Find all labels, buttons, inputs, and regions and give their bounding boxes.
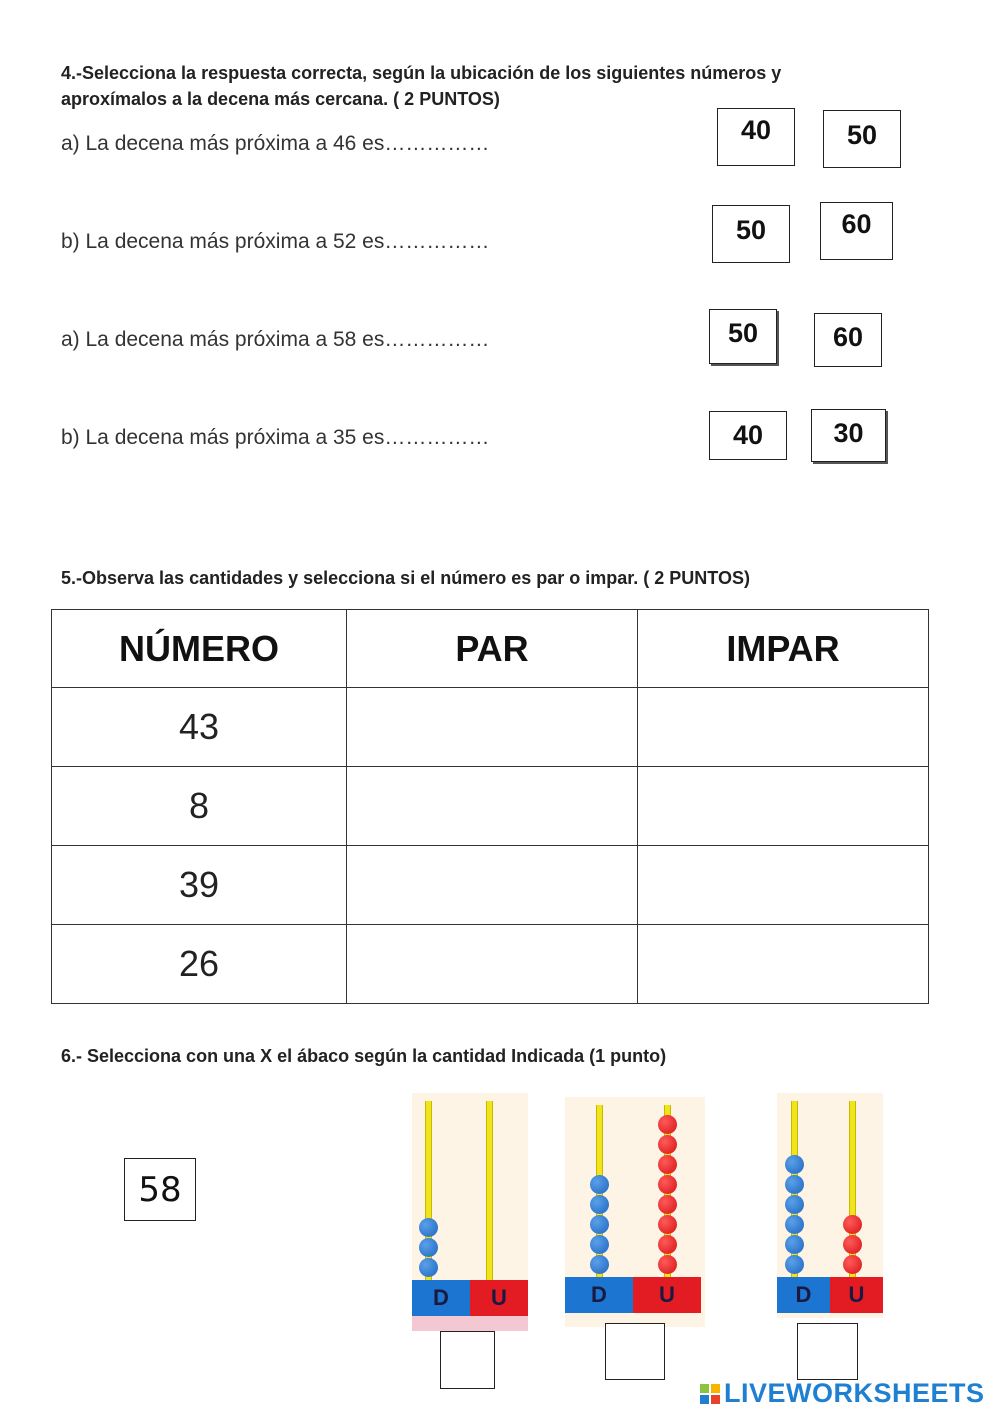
tens-bead: [590, 1215, 609, 1234]
units-bead: [843, 1235, 862, 1254]
q5-heading: 5.-Observa las cantidades y selecciona si el número es par o impar. ( 2 PUNTOS): [61, 568, 750, 588]
tens-bead: [785, 1155, 804, 1174]
units-bead: [658, 1135, 677, 1154]
abacus-1: [412, 1093, 528, 1331]
impar-cell[interactable]: [638, 925, 929, 1004]
units-label: U: [830, 1277, 883, 1313]
q4-item-1-option-2[interactable]: 50: [823, 110, 901, 168]
abacus-base: [777, 1277, 883, 1313]
q6-heading: 6.- Selecciona con una X el ábaco según la cantidad Indicada (1 punto): [61, 1046, 667, 1066]
row-number: 39: [52, 846, 347, 925]
units-bead: [658, 1175, 677, 1194]
q4-heading-line1: 4.-Selecciona la respuesta correcta, según la ubicación de los siguientes números y: [61, 63, 782, 83]
tens-bead: [590, 1255, 609, 1274]
row-number: 26: [52, 925, 347, 1004]
tens-bead: [785, 1175, 804, 1194]
units-bead: [843, 1255, 862, 1274]
logo-mark-icon: [700, 1384, 720, 1404]
units-bead: [843, 1215, 862, 1234]
table-row: [52, 688, 929, 767]
q4-heading-line2: aproxímalos a la decena más cercana. ( 2 PUNTOS): [61, 89, 500, 109]
col-header-impar: IMPAR: [638, 610, 929, 688]
impar-cell[interactable]: [638, 767, 929, 846]
abacus-2-checkbox[interactable]: [605, 1323, 665, 1380]
impar-cell[interactable]: [638, 688, 929, 767]
abacus-base: [412, 1280, 528, 1316]
par-impar-table: [51, 609, 929, 1004]
abacus-1-checkbox[interactable]: [440, 1331, 495, 1389]
impar-cell[interactable]: [638, 846, 929, 925]
units-bead: [658, 1115, 677, 1134]
tens-label: D: [412, 1280, 470, 1316]
abacus-3: [777, 1093, 883, 1318]
par-cell[interactable]: [347, 925, 638, 1004]
col-header-par: PAR: [347, 610, 638, 688]
tens-bead: [785, 1235, 804, 1254]
target-number-box: 58: [124, 1158, 196, 1221]
par-cell[interactable]: [347, 767, 638, 846]
tens-bead: [785, 1215, 804, 1234]
table-row: [52, 846, 929, 925]
par-cell[interactable]: [347, 688, 638, 767]
q4-item-2-option-1[interactable]: 50: [712, 205, 790, 263]
tens-bead: [590, 1175, 609, 1194]
units-rod: [486, 1101, 493, 1281]
units-bead: [658, 1195, 677, 1214]
units-label: U: [633, 1277, 701, 1313]
tens-label: D: [565, 1277, 633, 1313]
table-row: [52, 925, 929, 1004]
tens-bead: [590, 1235, 609, 1254]
row-number: 43: [52, 688, 347, 767]
tens-bead: [590, 1195, 609, 1214]
q4-item-3-option-2[interactable]: 60: [814, 313, 882, 367]
abacus-base: [565, 1277, 701, 1313]
units-bead: [658, 1215, 677, 1234]
tens-bead: [419, 1258, 438, 1277]
abacus-3-checkbox[interactable]: [797, 1323, 858, 1380]
q4-heading: [61, 60, 781, 112]
logo-text: LIVEWORKSHEETS: [724, 1378, 985, 1408]
q4-item-4: b) La decena más próxima a 35 es……………: [61, 426, 490, 449]
liveworksheets-logo: [700, 1378, 985, 1409]
units-rod: [849, 1101, 856, 1281]
tens-bead: [419, 1218, 438, 1237]
abacus-base-strip: [412, 1316, 528, 1331]
q4-item-1: a) La decena más próxima a 46 es……………: [61, 132, 490, 155]
abacus-2: [565, 1097, 705, 1327]
q4-item-4-option-2[interactable]: 30: [811, 409, 886, 462]
q4-item-1-option-1[interactable]: 40: [717, 108, 795, 166]
units-bead: [658, 1235, 677, 1254]
col-header-numero: NÚMERO: [52, 610, 347, 688]
tens-bead: [785, 1255, 804, 1274]
tens-bead: [419, 1238, 438, 1257]
q4-item-2: b) La decena más próxima a 52 es……………: [61, 230, 490, 253]
tens-label: D: [777, 1277, 830, 1313]
table-row: [52, 767, 929, 846]
units-bead: [658, 1155, 677, 1174]
tens-bead: [785, 1195, 804, 1214]
q4-item-2-option-2[interactable]: 60: [820, 202, 893, 260]
q4-item-4-option-1[interactable]: 40: [709, 411, 787, 460]
units-label: U: [470, 1280, 528, 1316]
table-header-row: [52, 610, 929, 688]
par-cell[interactable]: [347, 846, 638, 925]
units-bead: [658, 1255, 677, 1274]
row-number: 8: [52, 767, 347, 846]
q4-item-3-option-1[interactable]: 50: [709, 309, 777, 364]
q4-item-3: a) La decena más próxima a 58 es……………: [61, 328, 490, 351]
